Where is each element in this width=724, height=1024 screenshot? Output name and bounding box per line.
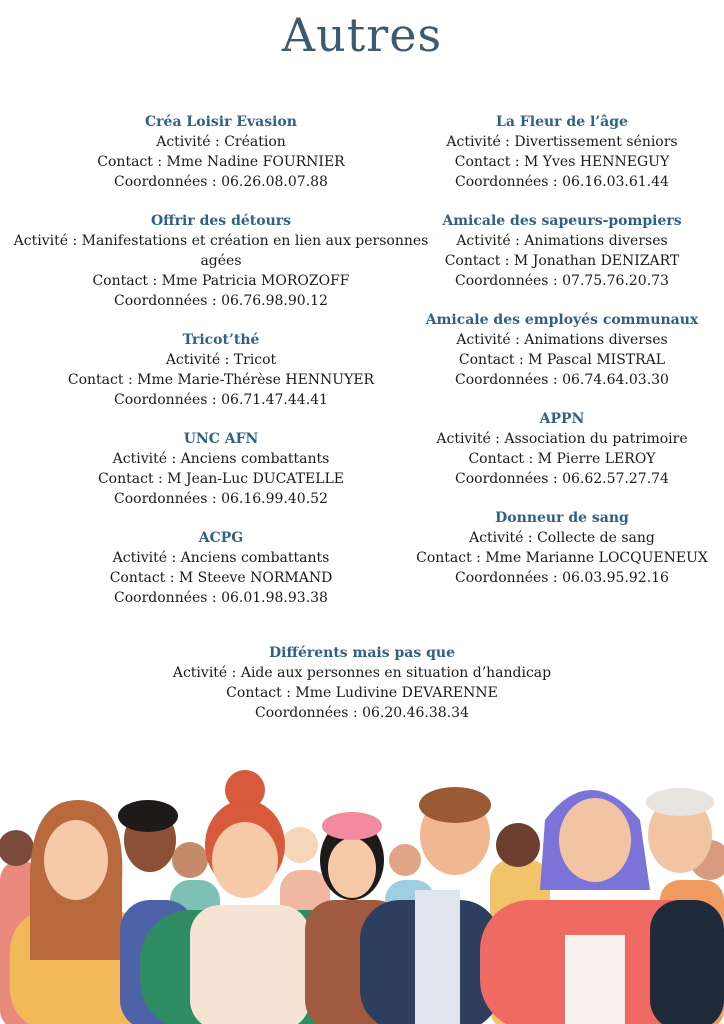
association-name: Différents mais pas que [269, 645, 455, 661]
association-activity: Activité : Aide aux personnes en situation d’handicap [172, 665, 552, 681]
association-entry-bottom [0, 643, 724, 723]
association-contact: Contact : Mme Patricia MOROZOFF [92, 273, 350, 289]
association-phone: Coordonnées : 06.03.95.92.16 [455, 570, 669, 586]
association-entry [400, 211, 724, 291]
association-entry [400, 409, 724, 489]
association-contact: Contact : M Jean-Luc DUCATELLE [97, 471, 345, 487]
association-phone: Coordonnées : 06.26.08.07.88 [114, 174, 328, 190]
association-activity: Activité : Association du patrimoire [436, 431, 688, 447]
association-entry [0, 112, 442, 192]
association-phone: Coordonnées : 06.62.57.27.74 [455, 471, 669, 487]
association-phone: Coordonnées : 06.76.98.90.12 [114, 293, 328, 309]
association-phone: Coordonnées : 07.75.76.20.73 [455, 273, 669, 289]
association-name: Offrir des détours [150, 213, 292, 229]
association-phone: Coordonnées : 06.01.98.93.38 [114, 590, 328, 606]
association-name: Tricot’thé [182, 332, 260, 348]
association-activity: Activité : Animations diverses [456, 332, 668, 348]
association-name: Amicale des sapeurs-pompiers [442, 213, 682, 229]
association-activity: Activité : Anciens combattants [112, 451, 330, 467]
association-activity: Activité : Anciens combattants [112, 550, 330, 566]
association-activity: Activité : Animations diverses [456, 233, 668, 249]
association-contact: Contact : Mme Marianne LOCQUENEUX [416, 550, 708, 566]
association-entry [400, 112, 724, 192]
association-phone: Coordonnées : 06.71.47.44.41 [114, 392, 328, 408]
association-phone: Coordonnées : 06.74.64.03.30 [455, 372, 669, 388]
association-contact: Contact : Mme Ludivine DEVARENNE [226, 685, 498, 701]
association-entry [0, 330, 442, 410]
association-entry [0, 528, 442, 608]
association-contact: Contact : M Pascal MISTRAL [458, 352, 666, 368]
association-contact: Contact : Mme Marie-Thérèse HENNUYER [67, 372, 375, 388]
association-contact: Contact : M Pierre LEROY [468, 451, 656, 467]
association-phone: Coordonnées : 06.20.46.38.34 [255, 705, 469, 721]
association-name: La Fleur de l’âge [496, 114, 628, 130]
association-entry [400, 310, 724, 390]
right-column [400, 112, 724, 607]
association-name: ACPG [198, 530, 244, 546]
left-column [0, 112, 442, 627]
association-name: UNC AFN [183, 431, 259, 447]
association-phone: Coordonnées : 06.16.03.61.44 [455, 174, 669, 190]
association-activity: Activité : Manifestations et création en lien aux personnes agées [13, 233, 429, 269]
association-name: APPN [539, 411, 585, 427]
association-contact: Contact : M Yves HENNEGUY [454, 154, 670, 170]
association-contact: Contact : M Steeve NORMAND [109, 570, 333, 586]
association-contact: Contact : Mme Nadine FOURNIER [97, 154, 345, 170]
association-phone: Coordonnées : 06.16.99.40.52 [114, 491, 328, 507]
association-activity: Activité : Création [156, 134, 286, 150]
association-name: Donneur de sang [495, 510, 629, 526]
association-activity: Activité : Divertissement séniors [446, 134, 678, 150]
association-contact: Contact : M Jonathan DENIZART [444, 253, 680, 269]
association-entry [0, 211, 442, 311]
association-activity: Activité : Tricot [165, 352, 277, 368]
crowd-illustration [0, 760, 724, 1024]
association-entry [400, 508, 724, 588]
association-name: Amicale des employés communaux [425, 312, 699, 328]
page-title: Autres [281, 8, 443, 62]
association-name: Créa Loisir Evasion [145, 114, 297, 130]
association-entry [0, 429, 442, 509]
association-activity: Activité : Collecte de sang [469, 530, 655, 546]
